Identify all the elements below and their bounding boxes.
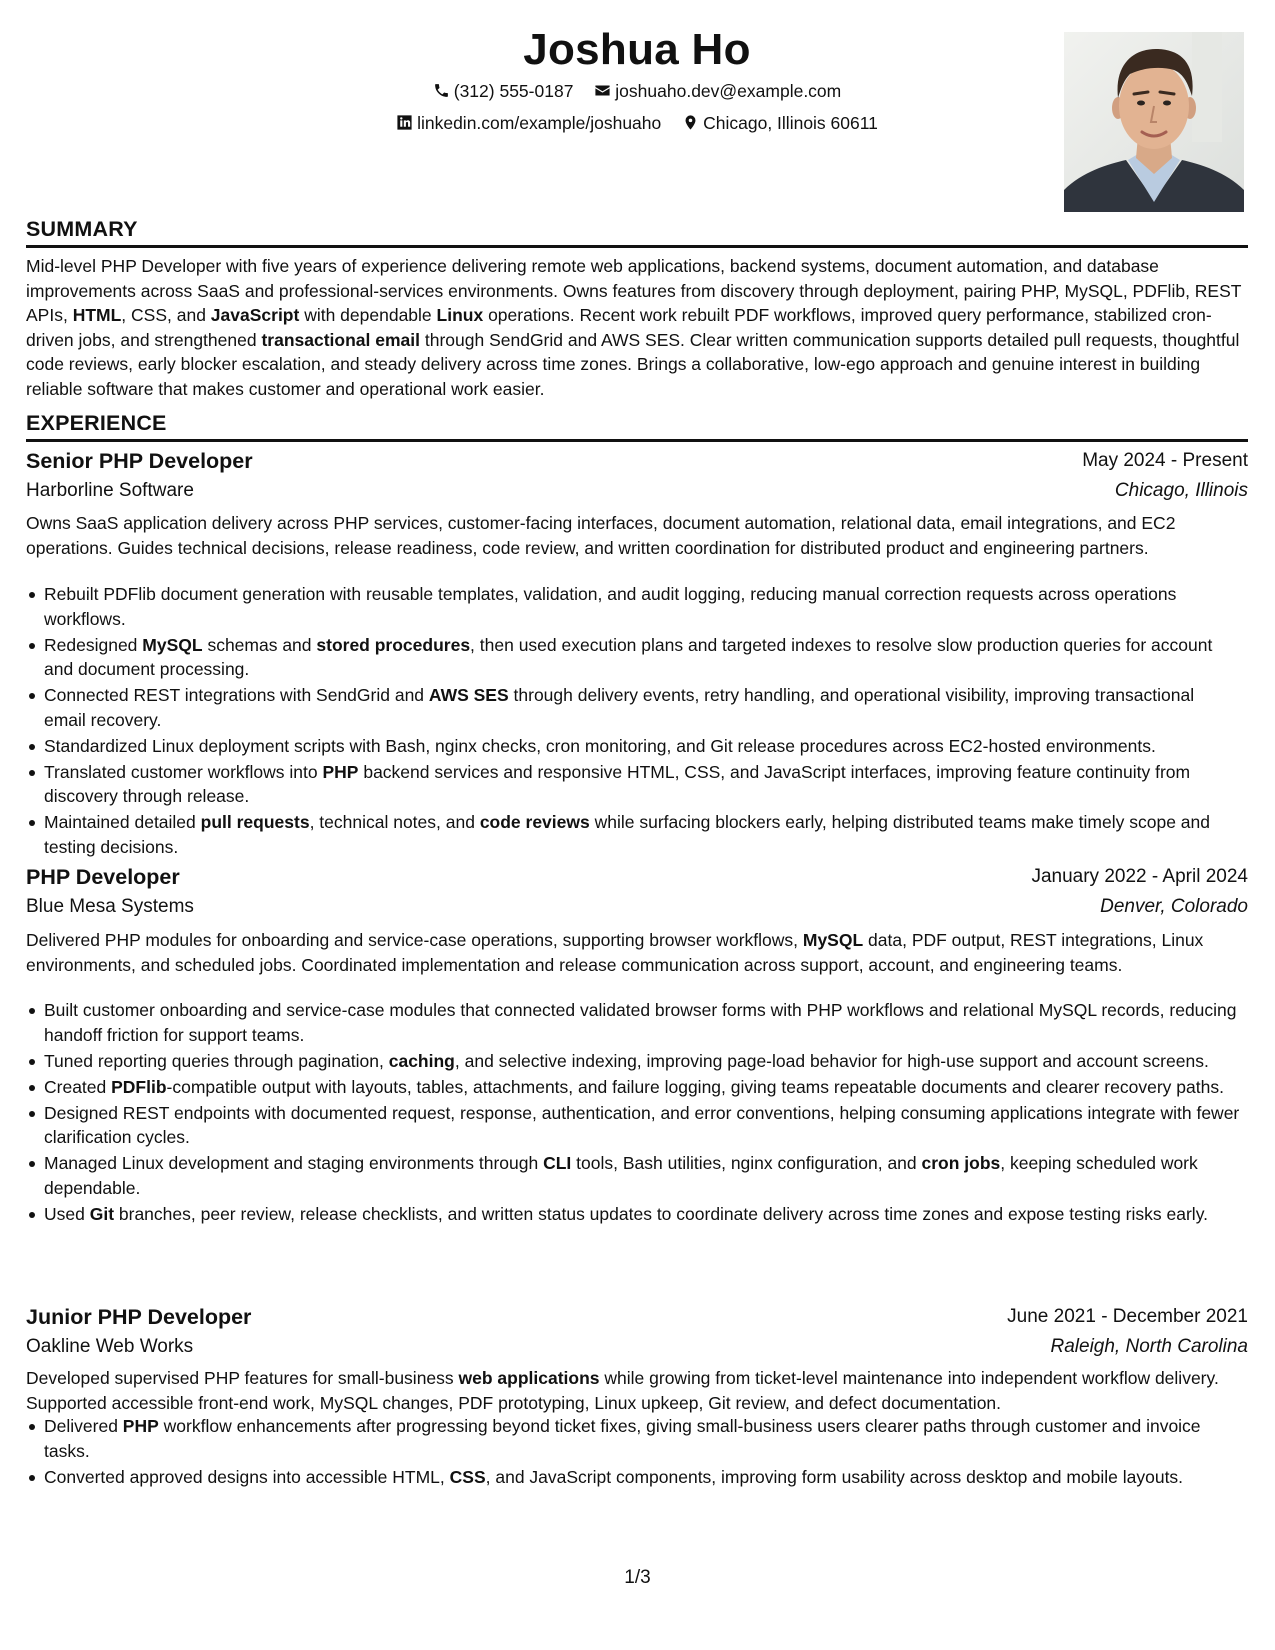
bullet-item [44,1101,1248,1150]
linkedin-text: linkedin.com/example/joshuaho [417,113,662,133]
bullet-dot-icon [29,770,35,776]
bold-keyword: cron jobs [921,1153,1001,1173]
contact-email[interactable] [594,78,841,104]
email-text: joshuaho.dev@example.com [615,81,842,101]
bullet-dot-icon [29,1475,35,1481]
text-run: Designed REST endpoints with documented request, response, authentication, and error conventions, helping consuming applications integrate with fewer clarification cycles. [44,1102,1240,1147]
phone-icon [433,82,450,99]
text-run: Connected REST integrations with SendGrid and [44,685,429,705]
bullet-dot-icon [29,1008,35,1014]
job-description [26,928,1248,977]
job-location: Denver, Colorado [1100,896,1248,917]
bullet-item [44,683,1248,732]
text-run: , technical notes, and [309,812,480,832]
bullet-dot-icon [29,1111,35,1117]
job-title: PHP Developer [26,865,180,889]
job-location: Chicago, Illinois [1114,480,1248,501]
bullet-item [44,1202,1248,1227]
bullet-dot-icon [29,1059,35,1065]
text-run: Built customer onboarding and service-case modules that connected validated browser forms with PHP workflows and relational MySQL records, reducing handoff friction for support teams. [44,1000,1237,1045]
contact-linkedin[interactable] [396,110,661,136]
bullet-item [44,810,1248,859]
summary-text [26,254,1248,401]
bullet-item [44,582,1248,631]
bullet-item [44,633,1248,682]
text-run: Rebuilt PDFlib document generation with reusable templates, validation, and audit logging, reducing manual correction requests across operations workflows. [44,584,1177,629]
bold-keyword: CLI [543,1153,572,1173]
summary-heading: SUMMARY [26,215,1248,248]
bold-keyword: PHP [322,761,359,782]
job-description [26,1366,1248,1415]
bullet-item [44,1049,1248,1074]
bold-keyword: pull requests [200,812,310,832]
resume-page [26,0,1248,1650]
text-run: tools, Bash utilities, nginx configuration, and [571,1153,922,1173]
bold-keyword: code reviews [479,812,590,832]
phone-text: (312) 555-0187 [453,81,574,101]
text-run: while growing from ticket-level maintenance into independent workflow delivery. Supported accessible front-end work, MySQL changes, PDF prototyping, Linux upkeep, Git review, and defect documentation. [26,1368,1219,1413]
text-run: backend services and responsive HTML, CSS, and JavaScript interfaces, improving feature continuity from discovery through release. [44,761,1191,806]
text-run: Developed supervised PHP features for small-business [26,1368,459,1388]
bold-keyword: stored procedures [316,634,471,655]
candidate-name: Joshua Ho [523,25,751,74]
bullet-dot-icon [29,693,35,699]
text-run: Mid-level PHP Developer with five years of experience delivering remote web applications, backend systems, document automation, and database improvements across SaaS and professional-services environments. Owns features from discovery through deployment, pairing PHP, MySQL, PDFlib, REST APIs, [26,256,1242,325]
bullet-item [44,734,1248,759]
bold-keyword: JavaScript [210,305,300,325]
bullet-dot-icon [29,643,35,649]
text-run: Standardized Linux deployment scripts with Bash, nginx checks, cron monitoring, and Git release procedures across EC2-hosted environments. [44,735,1156,756]
bold-keyword: caching [388,1050,455,1071]
text-run: schemas and [202,634,317,655]
contact-phone[interactable] [433,78,574,104]
text-run: workflow enhancements after progressing beyond ticket fixes, giving small-business users clearer paths through customer and invoice tasks. [44,1416,1201,1461]
bold-keyword: PDFlib [111,1076,167,1097]
map-pin-icon [682,114,699,131]
job-company: Blue Mesa Systems [26,896,194,917]
bullet-dot-icon [29,820,35,826]
text-run: Tuned reporting queries through pagination, [44,1050,389,1071]
text-run: Maintained detailed [44,812,201,832]
text-run: while surfacing blockers early, helping distributed teams make timely scope and testing decisions. [44,812,1210,857]
text-run: Delivered [44,1416,123,1436]
text-run: Redesigned [44,634,143,655]
bullet-dot-icon [29,1424,35,1430]
bold-keyword: transactional email [261,329,420,350]
bold-keyword: MySQL [802,930,864,950]
text-run: , and JavaScript components, improving form usability across desktop and mobile layouts. [485,1466,1184,1487]
job-bullets [26,998,1248,1228]
job-title: Senior PHP Developer [26,449,253,473]
job-title: Junior PHP Developer [26,1305,252,1329]
job-dates: June 2021 - December 2021 [1007,1306,1248,1327]
bold-keyword: PHP [122,1416,159,1436]
text-run: Converted approved designs into accessible HTML, [44,1466,450,1487]
text-run: Translated customer workflows into [44,761,323,782]
text-run: branches, peer review, release checklists, and written status updates to coordinate delivery across time zones and expose testing risks early. [114,1203,1209,1224]
text-run: Created [44,1076,112,1097]
bold-keyword: MySQL [142,634,203,655]
linkedin-icon [396,114,413,131]
page-number: 1/3 [624,1567,651,1588]
bullet-dot-icon [29,1212,35,1218]
text-run: , and selective indexing, improving page-load behavior for high-use support and account screens. [454,1050,1209,1071]
text-run: Managed Linux development and staging environments through [44,1153,544,1173]
job-location: Raleigh, North Carolina [1050,1336,1248,1357]
text-run: , keeping scheduled work dependable. [44,1153,1198,1198]
profile-photo [1064,32,1244,212]
resume-header [26,22,1248,222]
bullet-dot-icon [29,592,35,598]
bullet-item [44,1414,1248,1463]
job-company: Harborline Software [26,480,194,501]
bullet-dot-icon [29,1161,35,1167]
text-run: data, PDF output, REST integrations, Linux environments, and scheduled jobs. Coordinated implementation and release communication across support, account, and engineering teams. [26,930,1204,975]
text-run: , then used execution plans and targeted indexes to resolve slow production queries for account and document processing. [44,634,1213,679]
text-run: through delivery events, retry handling, and operational visibility, improving transactional email recovery. [44,685,1195,730]
bullet-item [44,1075,1248,1100]
bullet-item [44,1151,1248,1200]
bullet-item [44,760,1248,809]
bold-keyword: AWS SES [428,685,509,705]
text-run: -compatible output with layouts, tables, attachments, and failure logging, giving teams repeatable documents and clearer recovery paths. [166,1076,1224,1097]
text-run: , CSS, and [121,305,211,325]
job-company: Oakline Web Works [26,1336,194,1357]
contact-location [682,110,878,136]
job-dates: January 2022 - April 2024 [1031,866,1248,887]
text-run: Delivered PHP modules for onboarding and service-case operations, supporting browser workflows, [26,930,803,950]
location-text: Chicago, Illinois 60611 [703,113,878,133]
text-run: Owns SaaS application delivery across PHP services, customer-facing interfaces, document automation, relational data, email integrations, and EC2 operations. Guides technical decisions, release readiness, code review, and written coordination for distributed product and engineering partners. [26,513,1176,558]
text-run: operations. Recent work rebuilt PDF workflows, improved query performance, stabilized cron-driven jobs, and strengthened [26,305,1212,350]
job-description [26,511,1248,560]
experience-heading: EXPERIENCE [26,409,1248,442]
bullet-dot-icon [29,744,35,750]
bold-keyword: web applications [458,1368,600,1388]
job-bullets [26,1414,1248,1491]
bold-keyword: HTML [72,305,122,325]
text-run: with dependable [299,305,437,325]
text-run: through SendGrid and AWS SES. Clear written communication supports detailed pull requests, thoughtful code reviews, early blocker escalation, and steady delivery across time zones. Brings a collaborative, low-ego approach and genuine interest in building reliable software that makes customer and operational work easier. [26,329,1240,399]
job-dates: May 2024 - Present [1082,450,1248,471]
bullet-item [44,998,1248,1047]
envelope-icon [594,82,611,99]
profile-portrait-image [1064,32,1244,212]
text-run: Used [44,1203,90,1224]
job-bullets [26,582,1248,861]
bullet-item [44,1465,1248,1490]
bullet-dot-icon [29,1085,35,1091]
bold-keyword: Git [89,1203,115,1224]
bold-keyword: Linux [436,305,484,325]
bold-keyword: CSS [449,1466,486,1487]
